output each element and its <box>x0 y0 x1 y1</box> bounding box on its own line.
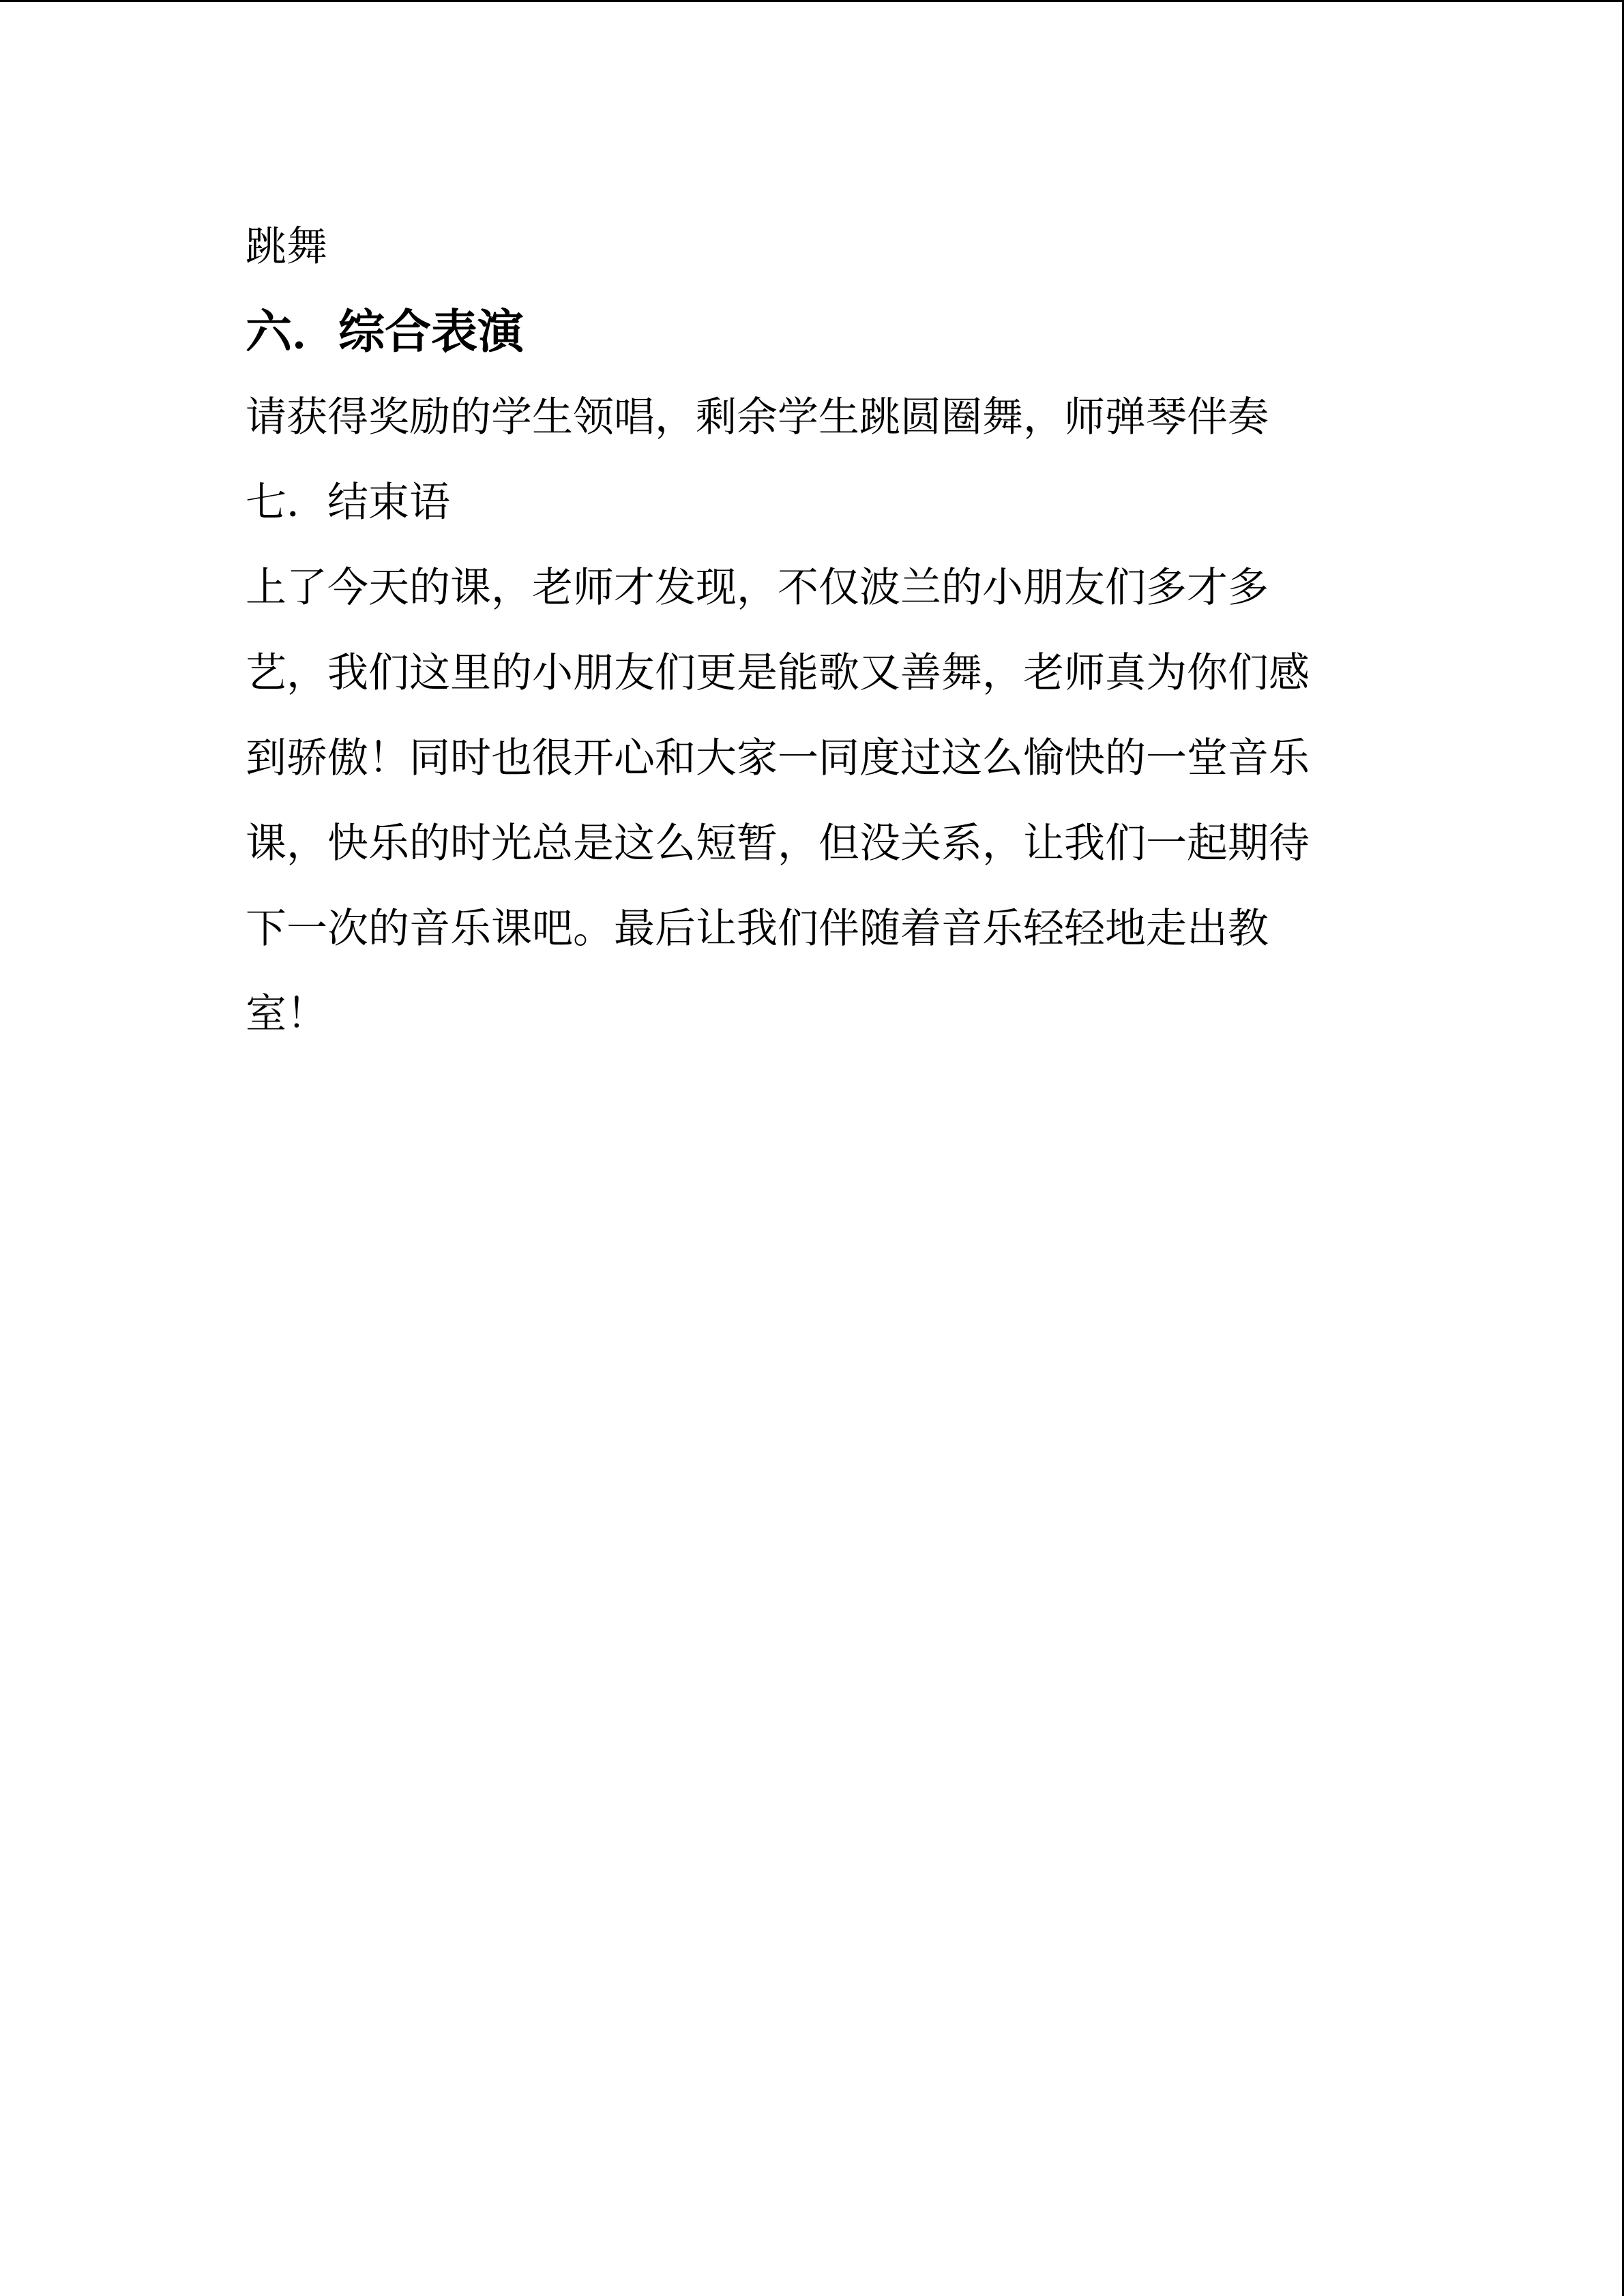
section-6-body: 请获得奖励的学生领唱，剩余学生跳圆圈舞，师弹琴伴奏 <box>246 393 1269 441</box>
page-border-top <box>0 0 1624 2</box>
section-7-heading: 七．结束语 <box>246 479 450 526</box>
document-body <box>246 205 1344 1057</box>
section-6-heading: 六．综合表演 <box>246 305 525 359</box>
continuation-text: 跳舞 <box>246 223 327 271</box>
section-7-body: 上了今天的课，老师才发现，不仅波兰的小朋友们多才多艺，我们这里的小朋友们更是能歌又善舞，老师真为你们感到骄傲！同时也很开心和大家一同度过这么愉快的一堂音乐课，快乐的时光总是这么短暂，但没关系，让我们一起期待下一次的音乐课吧。最后让我们伴随着音乐轻轻地走出教室！ <box>246 564 1310 1038</box>
